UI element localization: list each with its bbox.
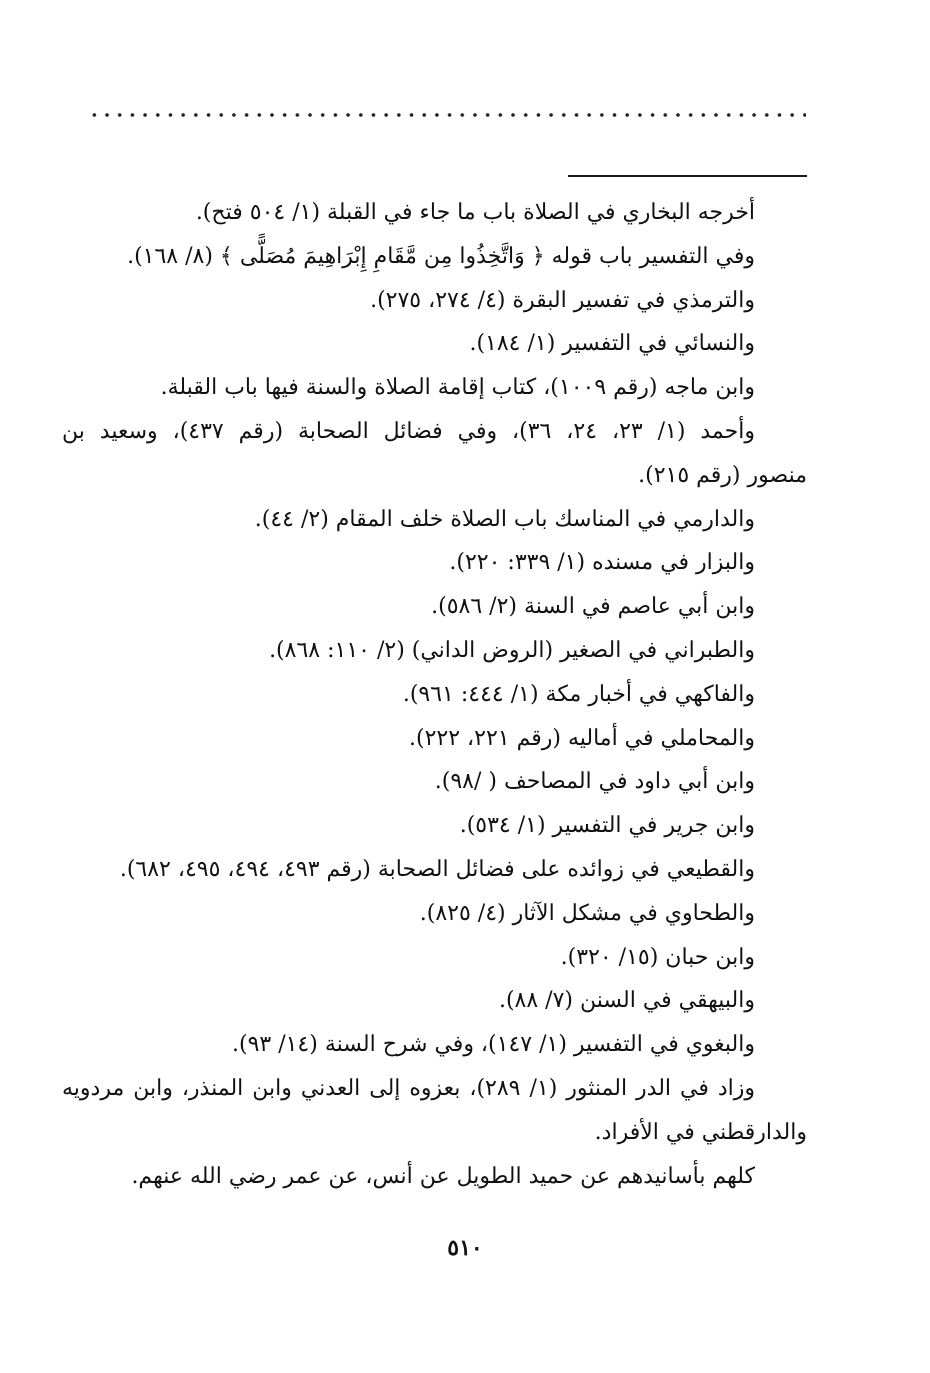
footnote-line: والفاكهي في أخبار مكة (١/ ٤٤٤: ٩٦١).	[402, 681, 755, 707]
footnote-line: والطبراني في الصغير (الروض الداني) (٢/ ١١٠: ٨٦٨).	[269, 637, 755, 663]
footnote-line: كلهم بأسانيدهم عن حميد الطويل عن أنس، عن عمر رضي الله عنهم.	[131, 1163, 755, 1189]
footnote-block	[62, 191, 807, 1198]
footnote-line: والبغوي في التفسير (١/ ١٤٧)، وفي شرح السنة (١٤/ ٩٣).	[231, 1032, 755, 1058]
footnote-line: والترمذي في تفسير البقرة (٤/ ٢٧٤، ٢٧٥).	[370, 287, 755, 313]
footnote-line: وابن جرير في التفسير (١/ ٥٣٤).	[459, 813, 755, 839]
footnote-line: والبيهقي في السنن (٧/ ٨٨).	[498, 988, 755, 1014]
footnote-line: وفي التفسير باب قوله ﴿ وَاتَّخِذُوا مِن مَّقَامِ إِبْرَاهِيمَ مُصَلًّى ﴾ (٨/ ١٦٨).	[127, 243, 755, 269]
footnote-line: والمحاملي في أماليه (رقم ٢٢١، ٢٢٢).	[409, 725, 755, 751]
footnote-line: والدارمي في المناسك باب الصلاة خلف المقام (٢/ ٤٤).	[254, 506, 755, 532]
footnote-line: وزاد في الدر المنثور (١/ ٢٨٩)، بعزوه إلى العدني وابن المنذر، وابن مردويه	[62, 1075, 756, 1101]
footnote-line: وابن حبان (١٥/ ٣٢٠).	[560, 944, 755, 970]
footnote-line: وابن ماجه (رقم ١٠٠٩)، كتاب إقامة الصلاة والسنة فيها باب القبلة.	[160, 375, 755, 401]
footnote-line-continuation: منصور (رقم ٢١٥).	[638, 462, 807, 488]
footnote-rule	[568, 175, 807, 177]
footnote-line: وأحمد (١/ ٢٣، ٢٤، ٣٦)، وفي فضائل الصحابة (رقم ٤٣٧)، وسعيد بن	[62, 418, 755, 444]
footnote-line: والنسائي في التفسير (١/ ١٨٤).	[469, 331, 755, 357]
footnote-line-continuation: والدارقطني في الأفراد.	[594, 1119, 807, 1145]
dotted-separator	[88, 112, 806, 118]
footnote-line: وابن أبي داود في المصاحف ( /٩٨).	[434, 769, 755, 795]
page-number: ٥١٠	[447, 1235, 483, 1261]
footnote-line: والطحاوي في مشكل الآثار (٤/ ٨٢٥).	[419, 900, 755, 926]
footnote-line: وابن أبي عاصم في السنة (٢/ ٥٨٦).	[431, 594, 755, 620]
footnote-line: والقطيعي في زوائده على فضائل الصحابة (رقم ٤٩٣، ٤٩٤، ٤٩٥، ٦٨٢).	[119, 856, 755, 882]
footnote-line: أخرجه البخاري في الصلاة باب ما جاء في القبلة (١/ ٥٠٤ فتح).	[195, 200, 755, 225]
footnote-line: والبزار في مسنده (١/ ٣٣٩: ٢٢٠).	[449, 550, 755, 576]
